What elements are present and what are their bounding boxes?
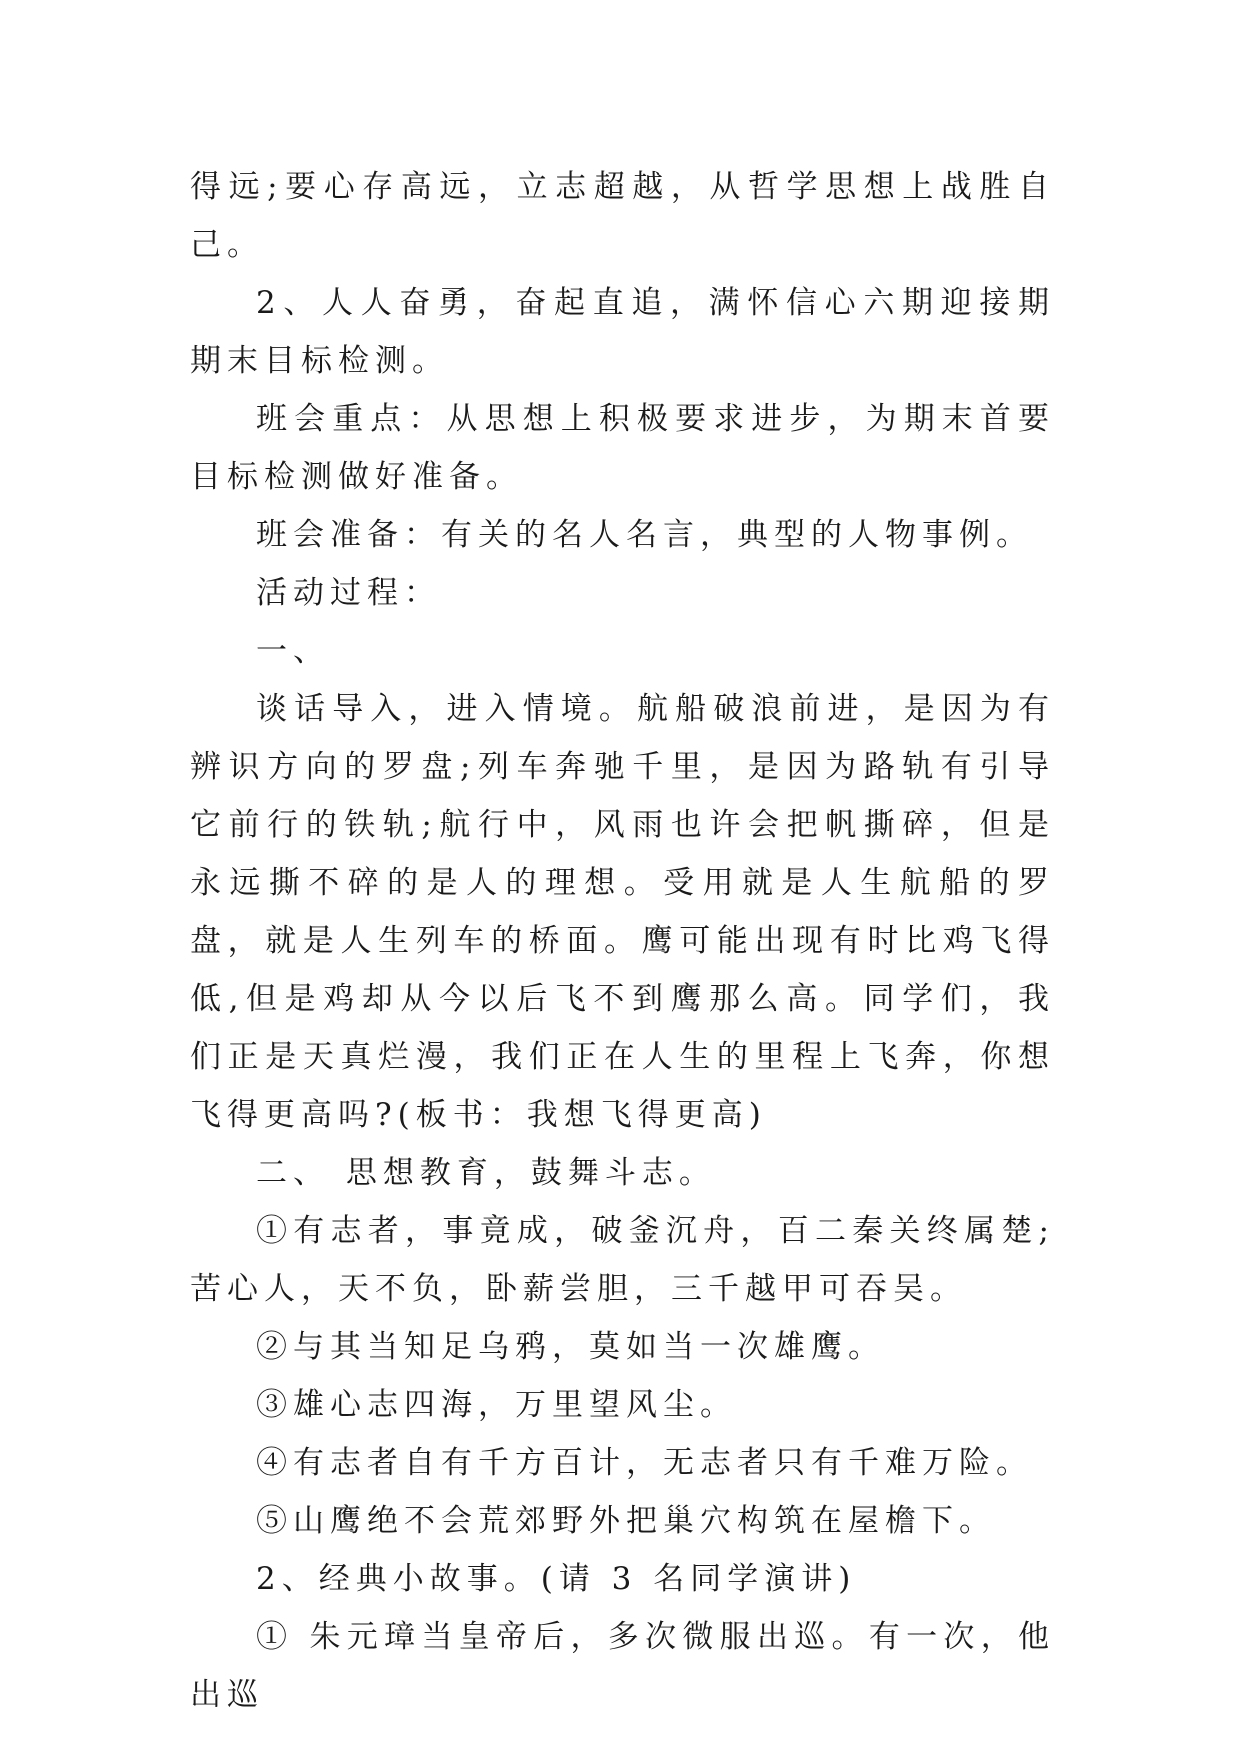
paragraph-classic-stories: 2、经典小故事。(请 3 名同学演讲) xyxy=(256,1561,857,1597)
paragraph-introduction: 谈话导入，进入情境。航船破浪前进，是因为有辨识方向的罗盘;列车奔驰千里，是因为路轨有引导它前行的铁轨;航行中，风雨也许会把帆撕碎，但是永远撕不碎的是人的理想。受用就是人生航船的罗盘，就是人生列车的桥面。鹰可能出现有时比鸡飞得低,但是鸡却从今以后飞不到鹰那么高。同学们，我们正是天真烂漫，我们正在人生的里程上飞奔，你想飞得更高吗?(板书：我想飞得更高) xyxy=(190,691,1055,1133)
quote-item-3: ③雄心志四海，万里望风尘。 xyxy=(256,1387,737,1423)
story-item-1: ① 朱元璋当皇帝后，多次微服出巡。有一次，他出巡 xyxy=(190,1619,1055,1713)
quote-item-1: ①有志者，事竟成，破釜沉舟，百二秦关终属楚;苦心人，天不负，卧薪尝胆，三千越甲可吞吴。 xyxy=(190,1213,1055,1307)
section-heading-two: 二、 思想教育，鼓舞斗志。 xyxy=(256,1155,716,1191)
paragraph-meeting-focus: 班会重点：从思想上积极要求进步，为期末首要目标检测做好准备。 xyxy=(190,401,1055,495)
paragraph-meeting-preparation: 班会准备：有关的名人名言，典型的人物事例。 xyxy=(256,517,1033,553)
paragraph-goal-2: 2、人人奋勇，奋起直追，满怀信心六期迎接期期末目标检测。 xyxy=(190,285,1055,379)
quote-item-5: ⑤山鹰绝不会荒郊野外把巢穴构筑在屋檐下。 xyxy=(256,1503,996,1539)
section-heading-one: 一、 xyxy=(256,633,330,669)
document-body xyxy=(190,158,1055,1724)
quote-item-4: ④有志者自有千方百计，无志者只有千难万险。 xyxy=(256,1445,1033,1481)
paragraph-activity-process: 活动过程： xyxy=(256,575,441,611)
paragraph-continuation: 得远;要心存高远，立志超越，从哲学思想上战胜自己。 xyxy=(190,169,1055,263)
quote-item-2: ②与其当知足乌鸦，莫如当一次雄鹰。 xyxy=(256,1329,885,1365)
